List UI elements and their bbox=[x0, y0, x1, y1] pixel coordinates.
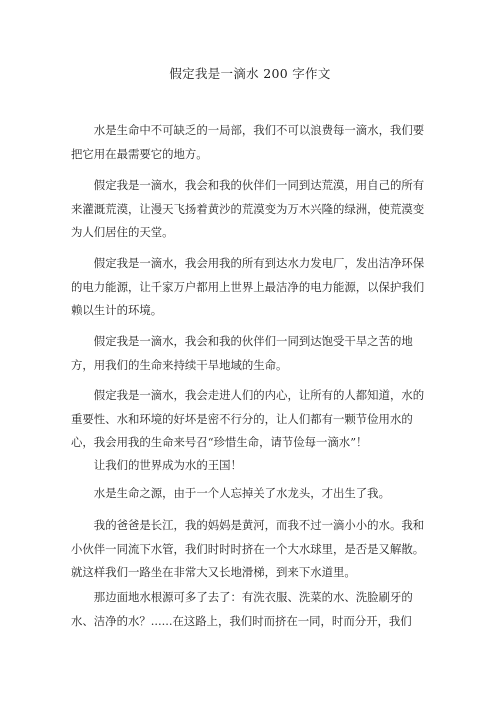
paragraph-5: 假定我是一滴水，我会走进人们的内心，让所有的人都知道，水的重要性、水和环境的好坏是密不行分的，让人们都有一颗节俭用水的心，我会用我的生命来号召“珍惜生命，请节俭每一滴水”！ bbox=[71, 388, 425, 449]
paragraph-1: 水是生命中不可缺乏的一局部，我们不可以浪费每一滴水，我们要把它用在最需要它的地方。 bbox=[71, 123, 425, 161]
paragraph-9: 那边面地水根源可多了去了：有洗衣服、洗菜的水、洗脸刷牙的水、洁净的水？......在这路上，我们时而挤在一同，时而分开，我们 bbox=[71, 590, 413, 628]
page-title: 假定我是一滴水 200 字作文 bbox=[169, 66, 331, 81]
paragraph-7: 水是生命之源，由于一个人忘掉关了水龙头，才出生了我。 bbox=[93, 486, 390, 500]
paragraph-6: 让我们的世界成为水的王国！ bbox=[93, 458, 242, 472]
paragraph-4: 假定我是一滴水，我会和我的伙伴们一同到达饱受干旱之苦的地方，用我们的生命来持续干旱地域的生命。 bbox=[71, 334, 413, 372]
paragraph-2: 假定我是一滴水，我会和我的伙伴们一同到达荒漠，用自己的所有来灌溉荒漠，让漫天飞扬着黄沙的荒漠变为万木兴隆的绿洲，使荒漠变为人们居住的天堂。 bbox=[71, 178, 425, 239]
paragraph-8: 我的爸爸是长江，我的妈妈是黄河，而我不过一滴小小的水。我和小伙伴一同流下水管，我们时时时挤在一个大水球里，是否是又解散。就这样我们一路坐在非常大又长地滑梯，到来下水道里。 bbox=[71, 518, 425, 579]
paragraph-3: 假定我是一滴水，我会用我的所有到达水力发电厂，发出洁净环保的电力能源，让千家万户都用上世界上最洁净的电力能源，以保护我们赖以生计的环境。 bbox=[71, 256, 425, 317]
